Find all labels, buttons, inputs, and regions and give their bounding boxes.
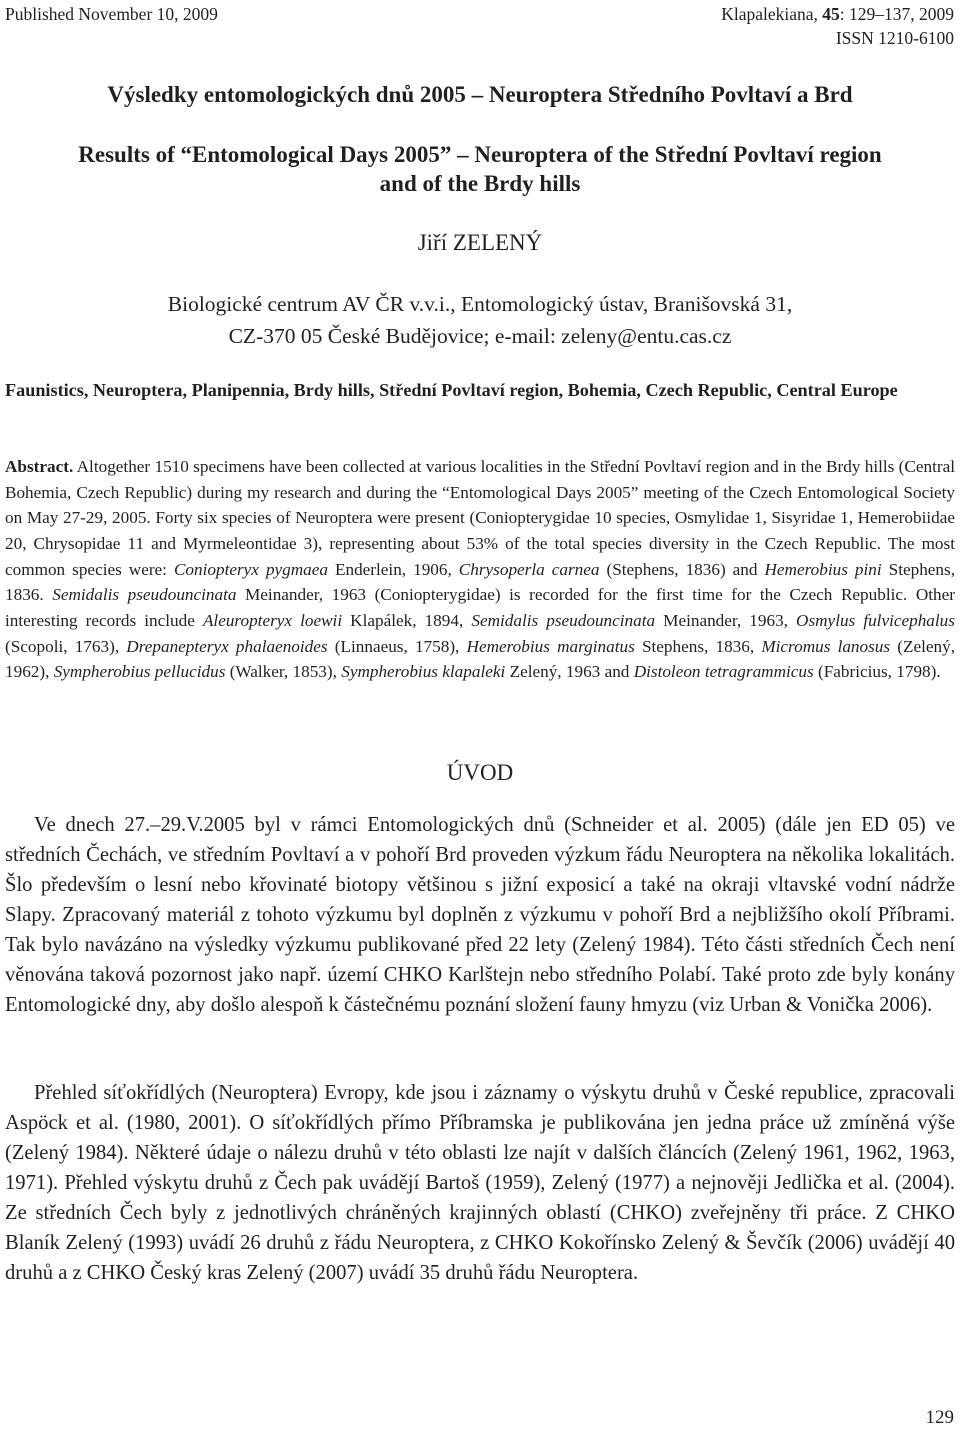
species-name: Sympherobius klapaleki	[341, 662, 506, 682]
body-paragraph: Ve dnech 27.–29.V.2005 byl v rámci Entomologických dnů (Schneider et al. 2005) (dále jen ED 05) ve středních Čechách, ve středním Povltaví a v pohoří Brd proveden výzkum řádu Neuroptera na několika lokalitách. Šlo především o lesní nebo křovinaté biotopy většinou s jižní exposicí a také na okraji vltavské vodní nádrže Slapy. Zpracovaný materiál z tohoto výzkumu byl doplněn z výzkumu v pohoří Brd a nejbližšího okolí Příbrami. Tak bylo navázáno na výsledky výzkumu publikované před 22 lety (Zelený 1984). Této části středních Čech není věnována taková pozornost jako např. území CHKO Karlštejn nebo středního Polabí. Také proto zde byly konány Entomologické dny, aby došlo alespoň k částečnému poznání složení fauny hmyzu (viz Urban & Vonička 2006).	[5, 814, 955, 1016]
title-czech: Výsledky entomologických dnů 2005 – Neuroptera Středního Povltaví a Brd	[107, 82, 853, 107]
abstract-text: Meinander, 1963,	[655, 610, 797, 630]
species-name: Drepanepteryx phalaenoides	[126, 636, 328, 656]
species-name: Osmylus fulvicephalus	[796, 610, 955, 630]
abstract-text: (Zelený, 1962),	[5, 636, 956, 682]
title-english-line: Results of “Entomological Days 2005” – Neuroptera of the Střední Povltaví region	[78, 142, 882, 167]
journal-pages: : 129–137, 2009	[839, 4, 954, 24]
keywords: Faunistics, Neuroptera, Planipennia, Brdy hills, Střední Povltaví region, Bohemia, Czech Republic, Central Europe	[5, 380, 898, 400]
species-name: Hemerobius pini	[764, 559, 882, 579]
address-line: CZ-370 05 České Budějovice; e-mail: zeleny@entu.cas.cz	[228, 324, 732, 348]
title-english	[0, 140, 960, 198]
abstract-label: Abstract.	[5, 457, 74, 476]
species-name: Distoleon tetragrammicus	[633, 662, 814, 682]
journal-citation	[721, 2, 954, 50]
abstract-text: Meinander, 1963 (Coniopterygidae) is recorded for the first time for the Czech Republic. Other interesting records include	[5, 585, 955, 630]
species-name: Semidalis pseudouncinata	[471, 610, 656, 630]
abstract-text: Enderlein, 1906,	[327, 559, 459, 579]
publication-date: Published November 10, 2009	[5, 4, 218, 24]
author-address	[0, 288, 960, 352]
abstract-text: (Linnaeus, 1758),	[327, 636, 467, 656]
abstract-text: (Fabricius, 1798).	[813, 662, 941, 682]
journal-volume: 45	[822, 4, 840, 24]
species-name: Coniopteryx pygmaea	[173, 559, 328, 579]
abstract-text: (Stephens, 1836) and	[599, 559, 765, 579]
species-name: Aleuropteryx loewii	[202, 610, 343, 630]
abstract-text: Stephens, 1836.	[5, 559, 955, 605]
address-line: Biologické centrum AV ČR v.v.i., Entomologický ústav, Branišovská 31,	[167, 292, 793, 316]
body-paragraph: Přehled síťokřídlých (Neuroptera) Evropy, kde jsou i záznamy o výskytu druhů v České republice, zpracovali Aspöck et al. (1980, 2001). O síťokřídlých přímo Příbramska je publikována jen jedna práce už zmíněná výše (Zelený 1984). Některé údaje o nálezu druhů v této oblasti lze najít v dalších článcích (Zelený 1961, 1962, 1963, 1971). Přehled výskytu druhů z Čech pak uvádějí Bartoš (1959), Zelený (1977) a nejnověji Jedlička et al. (2004). Ze středních Čech byly z jednotlivých chráněných krajinných oblastí (CHKO) zveřejněny tři práce. Z CHKO Blaník Zelený (1993) uvádí 26 druhů z řádu Neuroptera, z CHKO Kokořínsko Zelený & Ševčík (2006) uvádějí 40 druhů a z CHKO Český kras Zelený (2007) uvádí 35 druhů řádu Neuroptera.	[5, 1082, 955, 1284]
journal-name: Klapalekiana,	[721, 4, 818, 24]
species-name: Chrysoperla carnea	[458, 559, 600, 579]
species-name: Sympherobius pellucidus	[53, 662, 226, 682]
title-english-line: and of the Brdy hills	[379, 171, 581, 196]
page-number: 129	[925, 1407, 954, 1428]
abstract	[5, 454, 955, 685]
abstract-text: Klapálek, 1894,	[342, 610, 472, 630]
abstract-text: Stephens, 1836,	[634, 636, 762, 656]
species-name: Semidalis pseudouncinata	[52, 585, 237, 605]
abstract-text: Zelený, 1963 and	[505, 662, 634, 682]
species-name: Micromus lanosus	[761, 636, 891, 656]
author-name: Jiří ZELENÝ	[417, 230, 543, 255]
issn: ISSN 1210-6100	[835, 28, 954, 48]
abstract-text: (Walker, 1853),	[225, 662, 342, 682]
abstract-text: (Scopoli, 1763),	[5, 636, 127, 656]
abstract-text: Altogether 1510 specimens have been collected at various localities in the Střední Povltaví region and in the Brdy hills (Central Bohemia, Czech Republic) during my research and during the “Entomological Days 2005” meeting of the Czech Entomological Society on May 27-29, 2005. Forty six species of Neuroptera were present (Coniopterygidae 10 species, Osmylidae 1, Sisyridae 1, Hemerobiidae 20, Chrysopidae 11 and Myrmeleontidae 3), representing about 53% of the total species diversity in the Czech Republic. The most common species were:	[5, 457, 955, 579]
species-name: Hemerobius marginatus	[466, 636, 635, 656]
section-heading: ÚVOD	[446, 760, 514, 785]
